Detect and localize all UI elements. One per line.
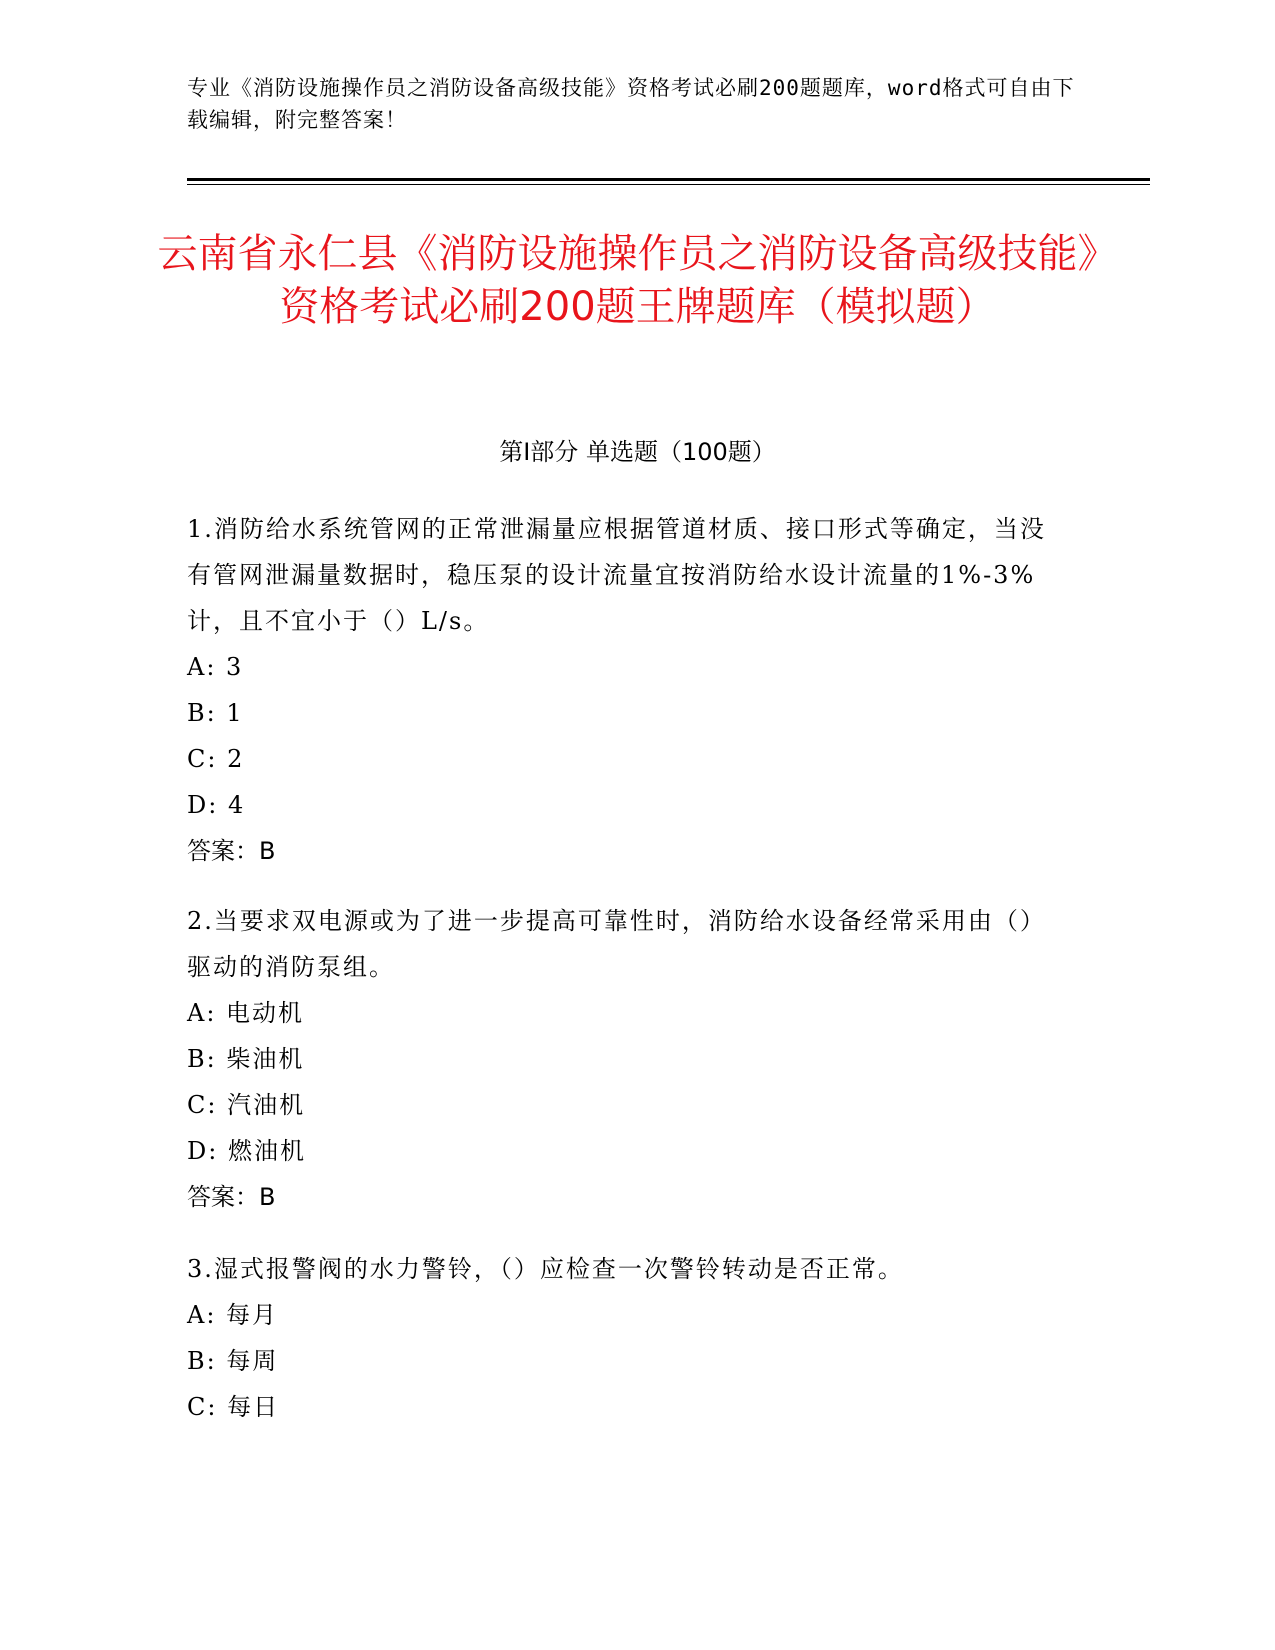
option-d: D: 燃油机 [187, 1137, 306, 1165]
question-2 [187, 898, 1067, 1220]
header-divider-thin [187, 184, 1150, 185]
answer: 答案：B [187, 1183, 276, 1211]
document-title: 云南省永仁县《消防设施操作员之消防设备高级技能》资格考试必刷200题王牌题库（模拟题） [157, 231, 1118, 330]
answer: 答案：B [187, 837, 276, 865]
option-a: A: 电动机 [187, 999, 305, 1027]
header-note: 专业《消防设施操作员之消防设备高级技能》资格考试必刷200题题库，word格式可自由下载编辑，附完整答案！ [187, 76, 1075, 132]
option-c: C: 每日 [187, 1393, 280, 1421]
question-3 [187, 1246, 1067, 1430]
option-a: A: 3 [187, 653, 244, 681]
question-1 [187, 506, 1067, 874]
question-stem: 3.湿式报警阀的水力警铃，（）应检查一次警铃转动是否正常。 [187, 1255, 904, 1283]
option-a: A: 每月 [187, 1301, 279, 1329]
option-c: C: 汽油机 [187, 1091, 306, 1119]
option-c: C: 2 [187, 745, 245, 773]
option-b: B: 柴油机 [187, 1045, 305, 1073]
option-d: D: 4 [187, 791, 246, 819]
option-b: B: 每周 [187, 1347, 279, 1375]
section-heading: 第I部分 单选题（100题） [499, 438, 776, 466]
question-stem: 1.消防给水系统管网的正常泄漏量应根据管道材质、接口形式等确定，当没有管网泄漏量数据时，稳压泵的设计流量宜按消防给水设计流量的1%-3%计，且不宜小于（）L/s。 [187, 515, 1046, 635]
question-stem: 2.当要求双电源或为了进一步提高可靠性时，消防给水设备经常采用由（）驱动的消防泵组。 [187, 907, 1046, 981]
option-b: B: 1 [187, 699, 244, 727]
header-divider-thick [187, 178, 1150, 181]
